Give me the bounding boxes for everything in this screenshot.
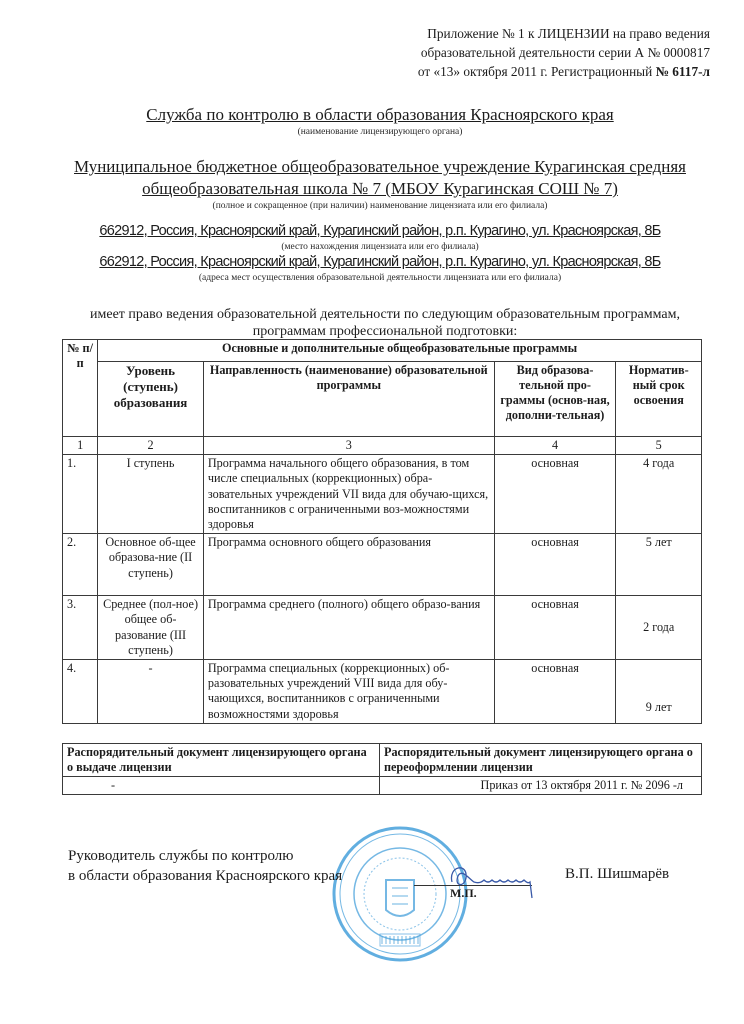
- header-group: Основные и дополнительные общеобразовательные программы: [98, 340, 702, 362]
- header-reissue-document: Распорядительный документ лицензирующего органа о переоформлении лицензии: [380, 744, 702, 777]
- row-term: 2 года: [616, 596, 702, 660]
- signatory-position-line-2: в области образования Красноярского края: [68, 868, 343, 884]
- licensee-name-line-2: общеобразовательная школа № 7 (МБОУ Курагинская СОШ № 7): [142, 179, 618, 198]
- license-documents-table: [62, 743, 702, 795]
- licensing-body-name: Служба по контролю в области образования Красноярского края: [146, 105, 614, 124]
- licensee-caption: (полное и сокращенное (при наличии) наименование лицензиата или его филиала): [212, 201, 548, 211]
- row-level: -: [98, 660, 204, 724]
- row-type: основная: [494, 660, 616, 724]
- row-term: 5 лет: [616, 534, 702, 596]
- appendix-date: от «13» октября 2011 г. Регистрационный: [417, 64, 656, 79]
- row-program: Программа среднего (полного) общего образо-вания: [203, 596, 494, 660]
- signatory-position: [68, 846, 342, 886]
- docs-header-row: [63, 744, 702, 777]
- intro-line-2: программам профессиональной подготовки:: [252, 324, 518, 339]
- header-term: Норматив-ный срок освоения: [616, 361, 702, 436]
- location-address: 662912, Россия, Красноярский край, Курагинский район, р.п. Курагино, ул. Красноярская, 8Б: [99, 223, 661, 239]
- row-type: основная: [494, 534, 616, 596]
- intro-line-1: имеет право ведения образовательной деятельности по следующим образовательным программам,: [90, 307, 680, 322]
- row-term: 9 лет: [616, 660, 702, 724]
- licensee-block: [40, 156, 720, 212]
- row-number: 3.: [63, 596, 98, 660]
- row-number: 2.: [63, 534, 98, 596]
- row-type: основная: [494, 455, 616, 534]
- signatory-name: В.П. Шишмарёв: [565, 866, 670, 882]
- appendix-line-1: Приложение № 1 к ЛИЦЕНЗИИ на право ведения: [427, 26, 710, 41]
- col-number: 5: [616, 437, 702, 455]
- docs-value-row: [63, 777, 702, 795]
- column-numbers-row: [63, 437, 702, 455]
- reissue-document-value: Приказ от 13 октября 2011 г. № 2096 -л: [380, 777, 702, 795]
- location-caption: (место нахождения лицензиата или его филиала): [281, 242, 479, 252]
- registration-number: № 6117-л: [655, 64, 710, 79]
- header-level: Уровень (ступень) образования: [98, 361, 204, 436]
- row-term: 4 года: [616, 455, 702, 534]
- table-row: [63, 596, 702, 660]
- table-header-row: [63, 340, 702, 362]
- row-number: 1.: [63, 455, 98, 534]
- activity-address-caption: (адреса мест осуществления образовательной деятельности лицензиата или его филиала): [198, 273, 562, 283]
- location-block: [40, 221, 720, 253]
- appendix-line-2: образовательной деятельности серии А № 0000817: [420, 45, 710, 60]
- licensee-name-line-1: Муниципальное бюджетное общеобразовательное учреждение Курагинская средняя: [74, 157, 686, 176]
- issue-document-value: -: [63, 777, 380, 795]
- appendix-header: [380, 24, 710, 81]
- appendix-line-3: [380, 62, 710, 81]
- col-number: 1: [63, 437, 98, 455]
- row-program: Программа основного общего образования: [203, 534, 494, 596]
- row-number: 4.: [63, 660, 98, 724]
- col-number: 4: [494, 437, 616, 455]
- row-type: основная: [494, 596, 616, 660]
- col-number: 3: [203, 437, 494, 455]
- programs-table: [62, 339, 702, 724]
- licensing-body-block: [40, 104, 720, 138]
- header-issue-document: Распорядительный документ лицензирующего органа о выдаче лицензии: [63, 744, 380, 777]
- row-program: Программа специальных (коррекционных) об-разовательных учреждений VIII вида для обу-чающихся, воспитанников с ограниченными возможностями здоровья: [203, 660, 494, 724]
- signatory-position-line-1: Руководитель службы по контролю: [68, 848, 294, 864]
- header-program: Направленность (наименование) образовательной программы: [203, 361, 494, 436]
- row-level: I ступень: [98, 455, 204, 534]
- table-row: [63, 534, 702, 596]
- header-number: № п/п: [63, 340, 98, 437]
- activity-address: 662912, Россия, Красноярский край, Курагинский район, р.п. Курагино, ул. Красноярская, 8Б: [99, 254, 661, 270]
- activity-address-block: [40, 252, 720, 284]
- row-program: Программа начального общего образования, в том числе специальных (коррекционных) обра-зовательных учреждений VII вида для обучаю-щихся, воспитанников с ограниченными воз-можностями здоровья: [203, 455, 494, 534]
- table-subheader-row: [63, 361, 702, 436]
- header-type: Вид образова-тельной про-граммы (основ-ная, дополни-тельная): [494, 361, 616, 436]
- table-row: [63, 660, 702, 724]
- col-number: 2: [98, 437, 204, 455]
- intro-text: [40, 306, 730, 340]
- row-level: Основное об-щее образова-ние (II ступень): [98, 534, 204, 596]
- seal-label: М.П.: [450, 886, 477, 900]
- row-level: Среднее (пол-ное) общее об-разование (III ступень): [98, 596, 204, 660]
- licensing-body-caption: (наименование лицензирующего органа): [297, 127, 463, 137]
- table-row: [63, 455, 702, 534]
